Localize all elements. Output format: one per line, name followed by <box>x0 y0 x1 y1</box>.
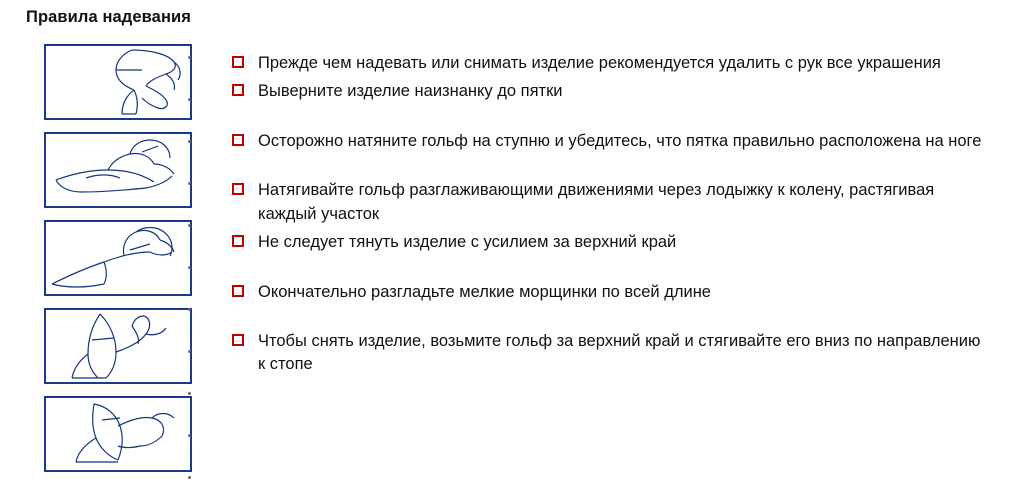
divider-dot <box>188 224 191 227</box>
bullet-square-icon <box>232 334 244 346</box>
list-item <box>232 179 992 226</box>
instruction-group-1 <box>232 52 992 104</box>
step-image-2 <box>44 132 192 208</box>
step-image-3 <box>44 220 192 296</box>
bullet-square-icon <box>232 183 244 195</box>
sock-donning-illustration-3 <box>46 222 190 294</box>
instruction-list <box>232 52 992 393</box>
instruction-group-2 <box>232 130 992 153</box>
step-image-column <box>44 44 194 484</box>
divider-dot <box>188 350 191 353</box>
page-title: Правила надевания <box>26 8 191 26</box>
bullet-square-icon <box>232 84 244 96</box>
list-item <box>232 52 992 75</box>
list-item-text: Выверните изделие наизнанку до пятки <box>258 82 563 101</box>
bullet-square-icon <box>232 235 244 247</box>
sock-donning-illustration-1 <box>46 46 190 118</box>
sock-donning-illustration-2 <box>46 134 190 206</box>
list-item <box>232 231 992 254</box>
divider-dot <box>188 476 191 479</box>
list-item-text: Осторожно натяните гольф на ступню и убедитесь, что пятка правильно расположена на ноге <box>258 131 982 150</box>
divider-dot <box>188 56 191 59</box>
divider-dot <box>188 434 191 437</box>
list-item-text: Окончательно разгладьте мелкие морщинки по всей длине <box>258 282 711 301</box>
step-image-4 <box>44 308 192 384</box>
instruction-group-4 <box>232 281 992 304</box>
list-item-text: Прежде чем надевать или снимать изделие рекомендуется удалить с рук все украшения <box>258 54 941 72</box>
list-item <box>232 130 992 153</box>
divider-dot <box>188 392 191 395</box>
divider-dot <box>188 140 191 143</box>
step-image-5 <box>44 396 192 472</box>
divider-dot <box>188 182 191 185</box>
step-image-1 <box>44 44 192 120</box>
list-item-text: Не следует тянуть изделие с усилием за верхний край <box>258 233 677 252</box>
divider-dot <box>188 308 191 311</box>
divider-dot <box>188 266 191 269</box>
list-item <box>232 80 992 103</box>
list-item <box>232 330 992 377</box>
list-item <box>232 281 992 304</box>
bullet-square-icon <box>232 56 244 68</box>
list-item-text: Натягивайте гольф разглаживающими движениями через лодыжку к колену, растягивая каждый участок <box>258 181 935 223</box>
instruction-group-5 <box>232 330 992 377</box>
bullet-square-icon <box>232 285 244 297</box>
sock-donning-illustration-4 <box>46 310 190 382</box>
dotted-divider <box>188 56 192 492</box>
bullet-square-icon <box>232 134 244 146</box>
sock-doffing-illustration-5 <box>46 398 190 470</box>
instruction-group-3 <box>232 179 992 254</box>
divider-dot <box>188 98 191 101</box>
list-item-text: Чтобы снять изделие, возьмите гольф за верхний край и стягивайте его вниз по направлению к стопе <box>258 331 981 374</box>
